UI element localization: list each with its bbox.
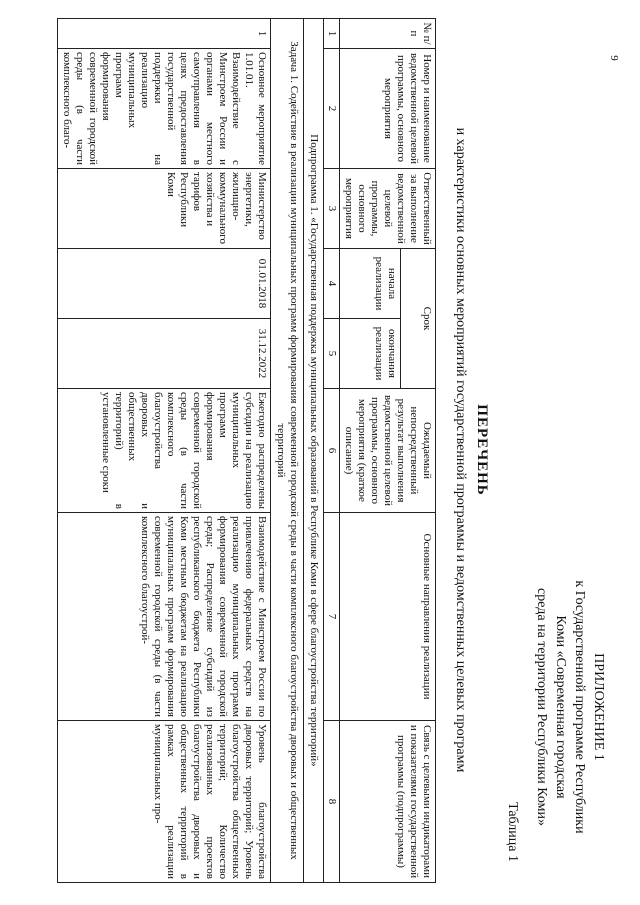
subprogram-title: Подпрограмма 1. «Государственная поддержка муниципальных образований в Республике Коми в сфере благоустройства территорий» — [304, 19, 324, 883]
column-number: 3 — [324, 169, 340, 249]
header-cell: Срок — [400, 249, 435, 389]
header-cell: Связь с целевыми индикаторами и показателями государственной программы (подпрограммы) — [340, 721, 436, 883]
column-number-row — [324, 19, 340, 883]
page-number: 9 — [607, 55, 620, 61]
document-subtitle: и характеристики основных мероприятий государственной программы и ведомственных целевых программ — [453, 127, 468, 773]
header-cell: Основные направления реализации — [340, 513, 436, 721]
indicator-link: Уровень благоустройства дворовых территорий; Уровень благоустройства общественных территорий; Количество реализованных проектов благоустройства дворовых и общественных территорий в рамках реализации муниципальных про- — [58, 721, 271, 883]
appendix-heading — [532, 542, 608, 872]
main-directions: Взаимодействие с Минстроем России по привлечению федеральных средств на реализацию муниципальных программ формирования современной городской среды; Распределение субсидий из республиканского бюджета Республики Коми местным бюджетам на реализацию муниципальных программ формирования современной городской среды (в части комплексного благоустрой- — [58, 513, 271, 721]
header-cell: окончания реализации — [340, 319, 401, 389]
header-cell: Ожидаемый непосредственный результат выполнения ведомственной целевой программы, основного мероприятия (краткое описание) — [340, 389, 436, 513]
appendix-line: Коми «Современная городская — [553, 615, 568, 799]
measure-name: Основное мероприятие 1.01.01. Взаимодействие с Минстроем России и органами местного самоуправления в целях предоставления государственной поддержки на реализацию муниципальных программ формирования современной городской среды (в части комплексного благо- — [58, 49, 271, 169]
row-number: 1 — [58, 19, 271, 49]
measures-table — [57, 18, 436, 883]
task-title: Задача 1. Содействие в реализации муниципальных программ формирования современной городской среды в части комплексного благоустройства дворовых и общественных территорий — [271, 19, 304, 883]
column-number: 6 — [324, 389, 340, 513]
appendix-title: ПРИЛОЖЕНИЕ 1 — [591, 653, 606, 761]
column-number: 7 — [324, 513, 340, 721]
table-row — [58, 19, 271, 883]
responsible-party: Министерство энергетики, жилищно-коммунального хозяйства и тарифов Республики Коми — [58, 169, 271, 249]
column-number: 5 — [324, 319, 340, 389]
header-cell: Номер и наименование ведомственной целевой программы, основного мероприятия — [340, 49, 436, 169]
appendix-line: среда на территории Республики Коми» — [534, 588, 549, 826]
task-row — [271, 19, 304, 883]
end-date: 31.12.2022 — [58, 319, 271, 389]
column-number: 1 — [324, 19, 340, 49]
table-header-row — [400, 19, 435, 883]
header-cell: начала реализации — [340, 249, 401, 319]
table-label: Таблица 1 — [505, 802, 520, 862]
document-sheet — [0, 10, 620, 890]
column-number: 8 — [324, 721, 340, 883]
column-number: 4 — [324, 249, 340, 319]
header-cell: № п/п — [340, 19, 436, 49]
document-title: ПЕРЕЧЕНЬ — [474, 404, 490, 496]
appendix-line: к Государственной программе Республики — [572, 580, 587, 834]
subprogram-row — [304, 19, 324, 883]
expected-result: Ежегодно распределены субсидии на реализацию муниципальных программ формирования современной городской среды (в части комплексного благоустройства дворовых и общественных территорий) в установленные сроки — [58, 389, 271, 513]
start-date: 01.01.2018 — [58, 249, 271, 319]
header-cell: Ответственный за выполнение ведомственной целевой программы, основного мероприятия — [340, 169, 436, 249]
column-number: 2 — [324, 49, 340, 169]
